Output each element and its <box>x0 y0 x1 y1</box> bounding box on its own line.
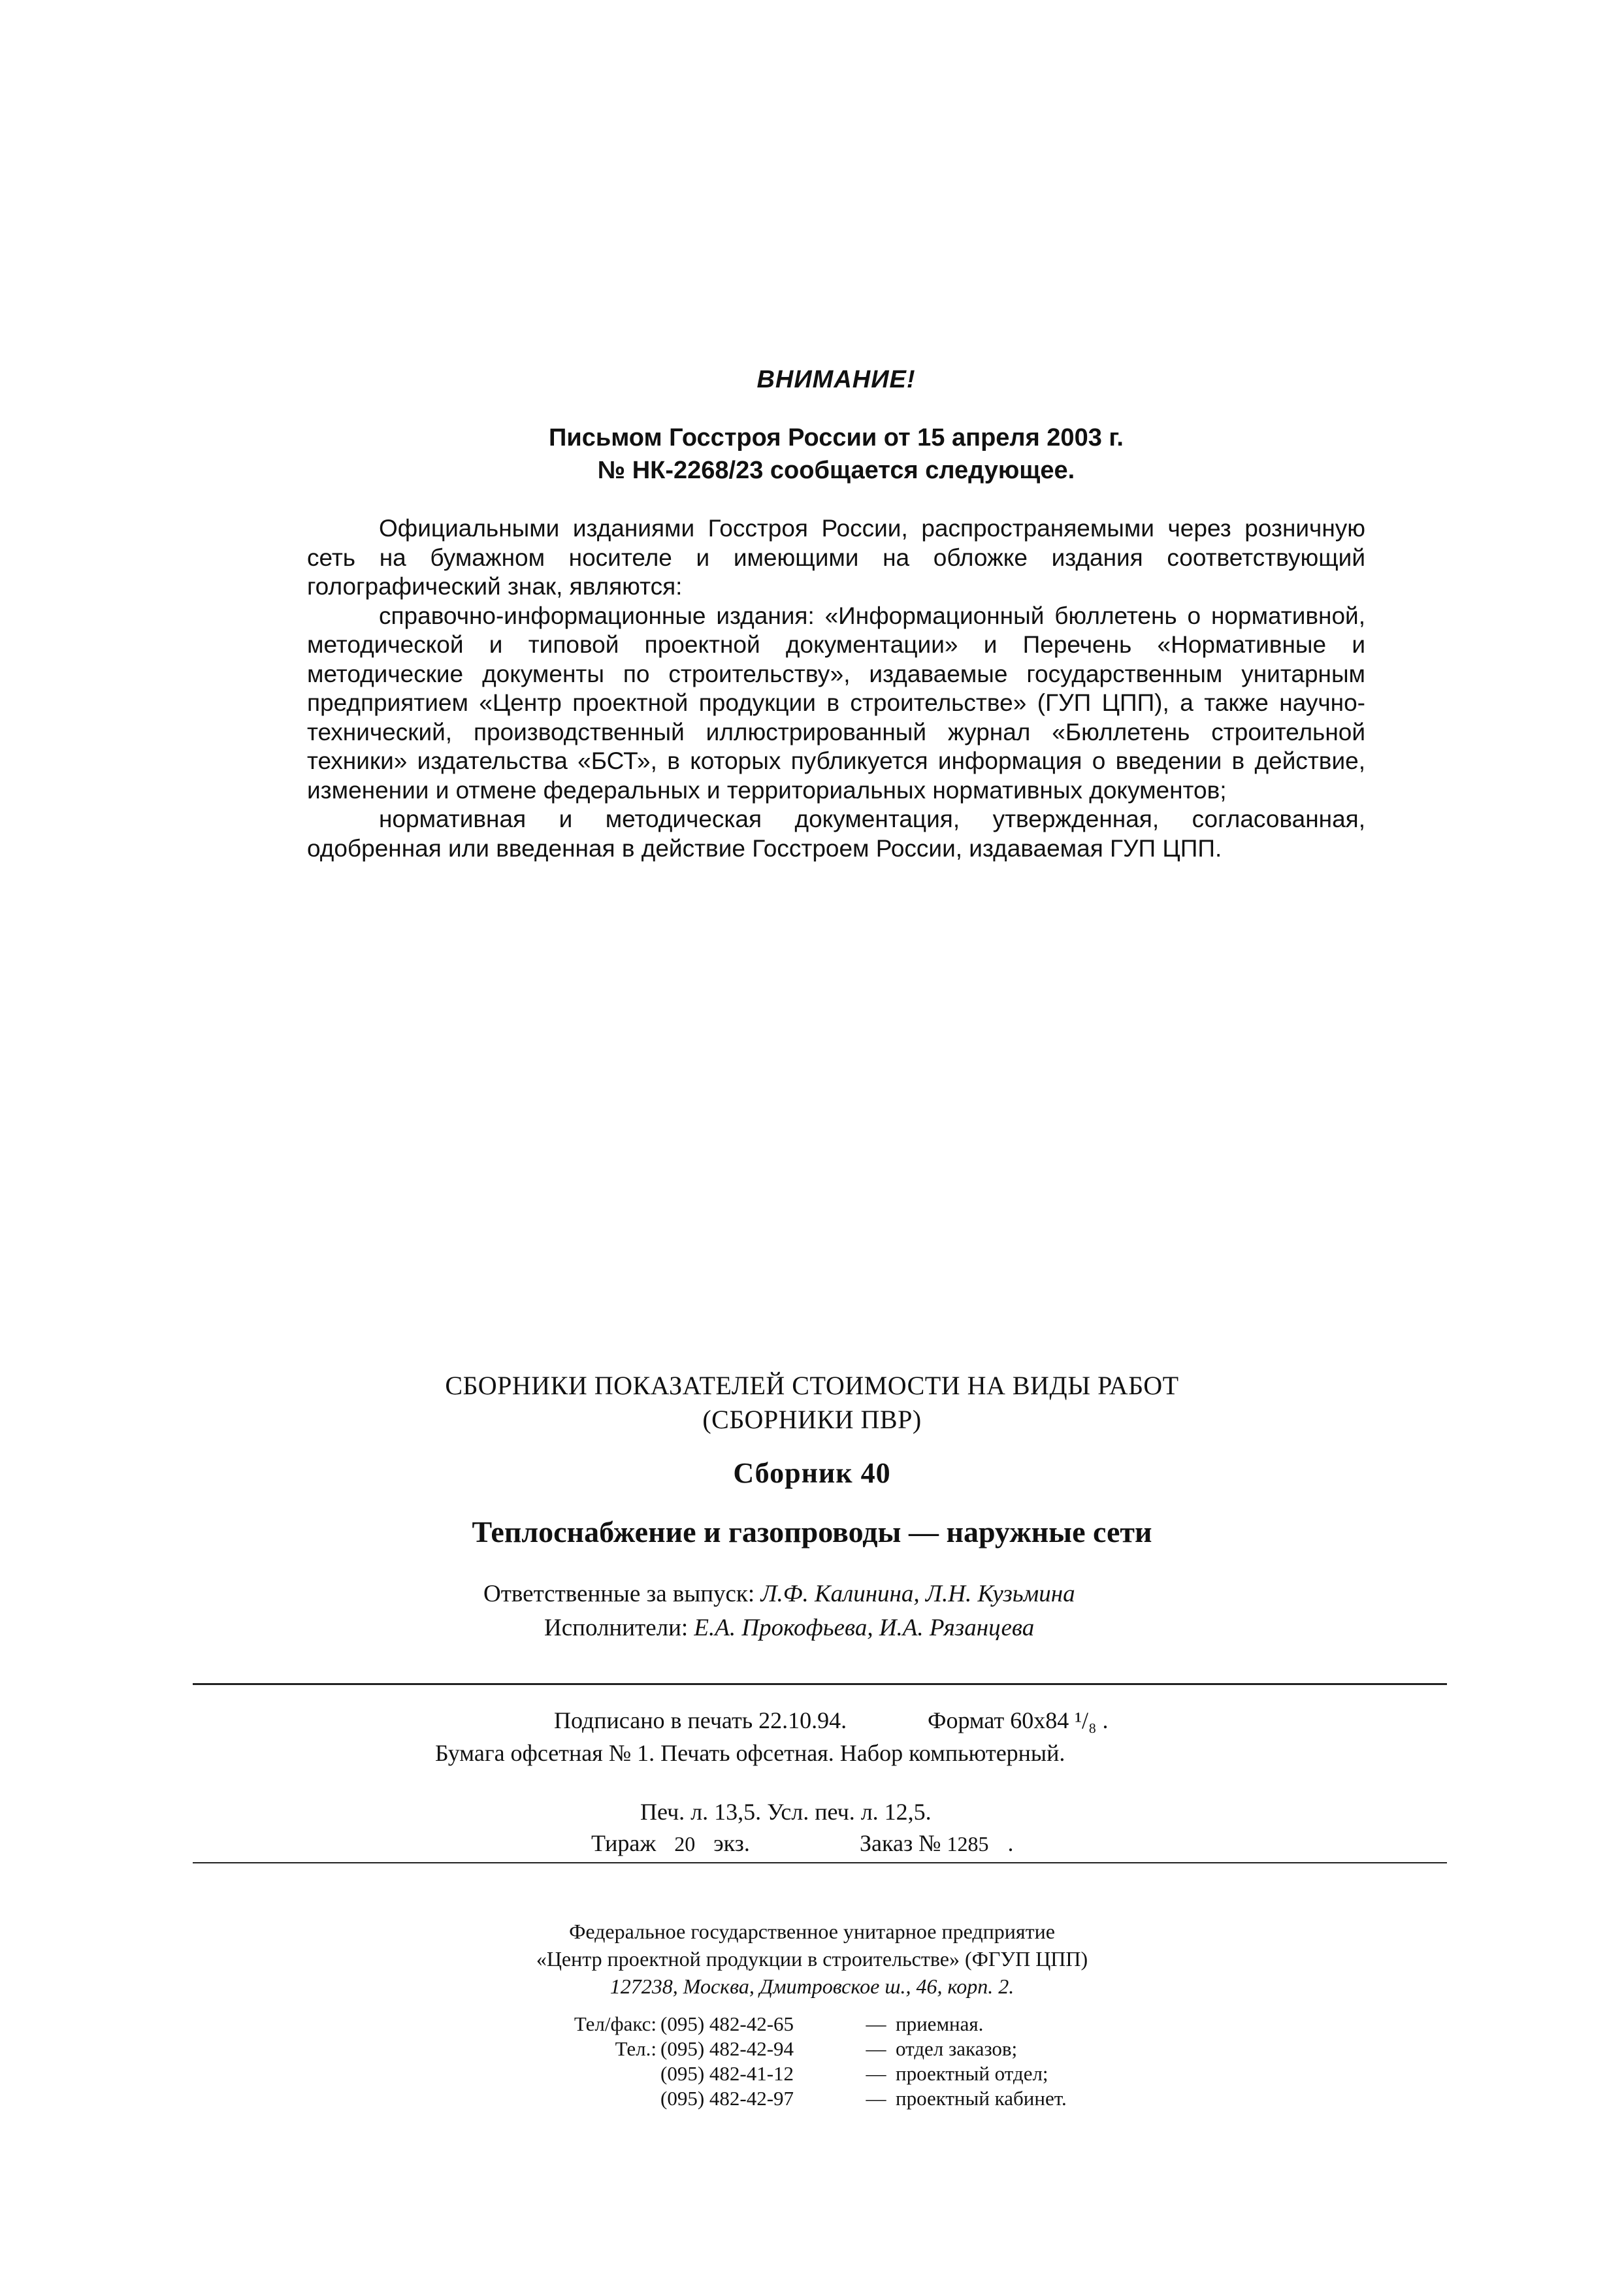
imprint-print-run-label: Тираж <box>591 1830 657 1856</box>
imprint-format: Формат 60х84 ¹/₈ . <box>928 1707 1109 1733</box>
notice-body <box>307 514 1365 863</box>
phone-number: (095) 482-42-65 <box>660 2012 794 2035</box>
notice-paragraph-1: Официальными изданиями Госстроя России, распространяемыми через розничную сеть на бумажном носителе и имеющими на обложке издания соответствующий голографический знак, являются: <box>307 515 1365 600</box>
series-title-line-2: (СБОРНИКИ ПВР) <box>702 1405 922 1434</box>
imprint-order-tail: . <box>1007 1830 1014 1856</box>
credits-performers-names: Е.А. Прокофьева, И.А. Рязанцева <box>694 1614 1035 1641</box>
imprint-print-run-value: 20 <box>674 1832 696 1856</box>
imprint-paper: Бумага офсетная № 1. Печать офсетная. Набор компьютерный. <box>435 1740 1065 1766</box>
imprint-order <box>860 1829 1014 1857</box>
phone-row-3 <box>523 2062 1048 2086</box>
series-title <box>0 1369 1624 1437</box>
imprint-print-run-unit: экз. <box>713 1830 750 1856</box>
phone-dash: — <box>866 2012 886 2035</box>
phone-desc: проектный отдел; <box>896 2062 1048 2085</box>
divider-rule-bottom <box>193 1862 1447 1863</box>
credits-responsible-label: Ответственные за выпуск: <box>483 1581 755 1607</box>
credits-performers <box>544 1614 1034 1642</box>
credits-performers-label: Исполнители: <box>544 1614 689 1641</box>
phone-number: (095) 482-41-12 <box>660 2062 794 2085</box>
imprint-sheets: Печ. л. 13,5. Усл. печ. л. 12,5. <box>640 1799 932 1825</box>
notice-paragraph-2: справочно-информационные издания: «Информационный бюллетень о нормативной, методической и типовой проектной документации» и Перечень «Нормативные и методические документы по строительству», издаваемые государственным унитарным предприятием «Центр проектной продукции в строительстве» (ГУП ЦПП), а также научно-технический, производственный иллюстрированный журнал «Бюллетень строительной техники» издательства «БСТ», в которых публикуется информация о введении в действие, изменении и отмене федеральных и территориальных нормативных документов; <box>307 602 1365 804</box>
imprint-signed: Подписано в печать 22.10.94. <box>554 1707 847 1733</box>
credits-responsible <box>483 1580 1075 1608</box>
imprint-order-value: 1285 <box>947 1832 989 1856</box>
phone-row-1 <box>523 2012 983 2036</box>
title-block <box>0 1369 1624 1549</box>
publisher-line-2: «Центр проектной продукции в строительстве» (ФГУП ЦПП) <box>536 1947 1088 1971</box>
collection-name: Теплоснабжение и газопроводы — наружные сети <box>472 1515 1152 1548</box>
phone-row-2 <box>523 2037 1017 2061</box>
phone-desc: проектный кабинет. <box>896 2087 1067 2110</box>
phone-dash: — <box>866 2062 886 2085</box>
collection-number: Сборник 40 <box>733 1457 891 1489</box>
imprint-print-run <box>591 1829 750 1857</box>
publisher-line-1: Федеральное государственное унитарное предприятие <box>569 1920 1055 1943</box>
notice-subtitle-line-2: № НК-2268/23 сообщается следующее. <box>597 457 1075 484</box>
phone-label: Тел/факс: <box>574 2012 657 2035</box>
phone-desc: приемная. <box>896 2012 984 2035</box>
publisher-address: 127238, Москва, Дмитровское ш., 46, корп. 2. <box>609 1974 1015 1998</box>
phone-desc: отдел заказов; <box>896 2037 1018 2060</box>
notice-subtitle <box>307 421 1365 487</box>
divider-rule-top <box>193 1683 1447 1685</box>
series-title-line-1: СБОРНИКИ ПОКАЗАТЕЛЕЙ СТОИМОСТИ НА ВИДЫ РАБОТ <box>445 1371 1179 1400</box>
imprint-order-label: Заказ № <box>860 1830 941 1856</box>
phone-label: Тел.: <box>615 2037 657 2060</box>
phone-dash: — <box>866 2087 886 2110</box>
credits-responsible-names: Л.Ф. Калинина, Л.Н. Кузьмина <box>760 1581 1075 1607</box>
phone-row-4 <box>523 2087 1067 2110</box>
notice-title: ВНИМАНИЕ! <box>756 366 916 393</box>
notice-subtitle-line-1: Письмом Госстроя России от 15 апреля 2003 г. <box>549 424 1124 451</box>
notice-paragraph-3: нормативная и методическая документация, утвержденная, согласованная, одобренная или введенная в действие Госстроем России, издаваемая ГУП ЦПП. <box>307 806 1365 862</box>
attention-notice <box>307 366 1365 863</box>
phone-number: (095) 482-42-97 <box>660 2087 794 2110</box>
phone-dash: — <box>866 2037 886 2060</box>
phone-number: (095) 482-42-94 <box>660 2037 794 2060</box>
